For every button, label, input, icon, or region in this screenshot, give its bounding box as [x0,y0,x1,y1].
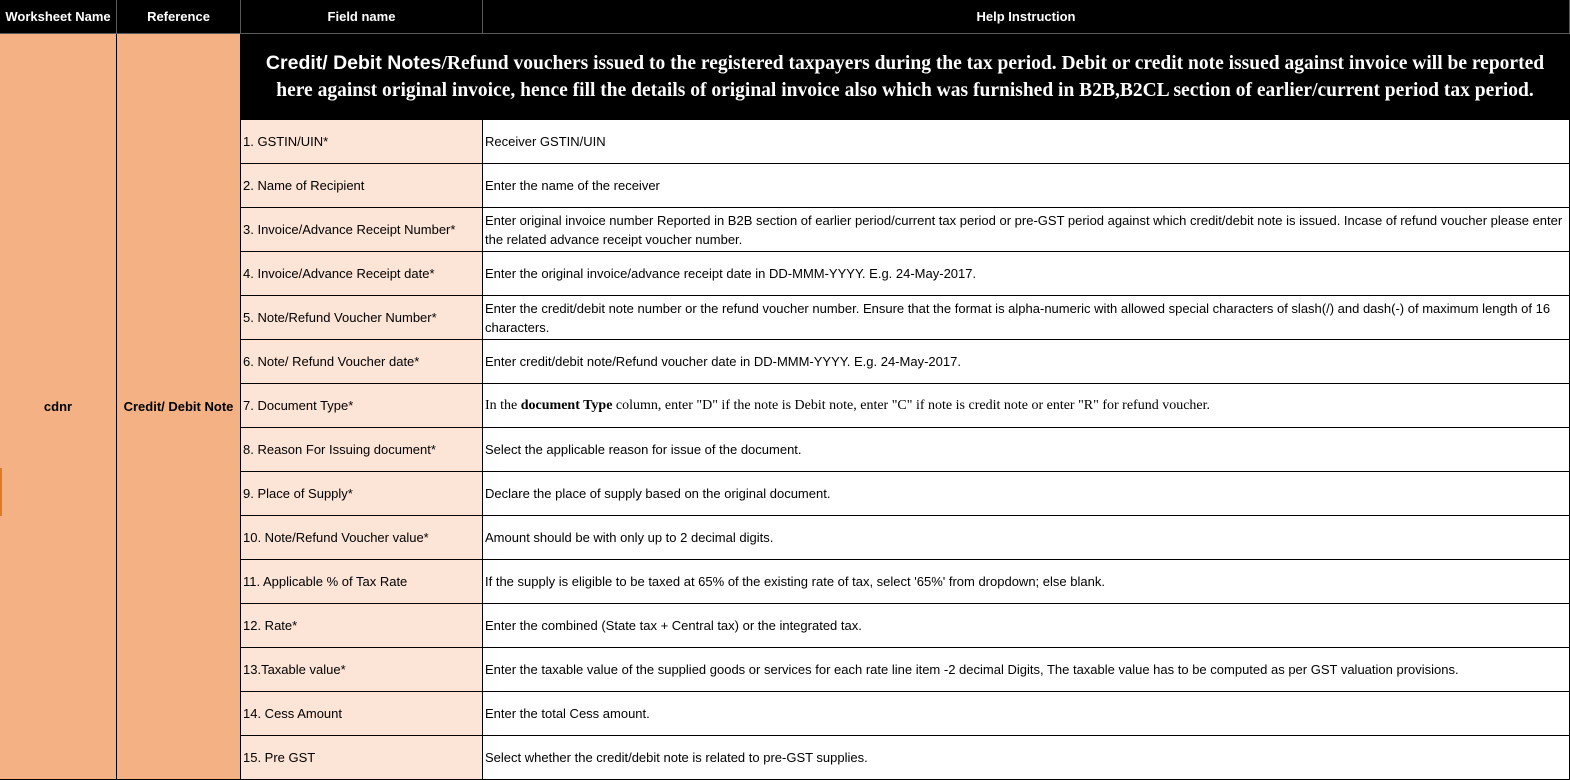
header-worksheet-name[interactable]: Worksheet Name [0,0,117,34]
help-cell[interactable]: Enter the credit/debit note number or the refund voucher number. Ensure that the format is alpha-numeric with allowed special characters of slash(/) and dash(-) of maximum length of 16 characters. [483,296,1570,340]
help-cell[interactable]: Enter credit/debit note/Refund voucher date in DD-MMM-YYYY. E.g. 24-May-2017. [483,340,1570,384]
help-cell[interactable]: Declare the place of supply based on the original document. [483,472,1570,516]
field-cell[interactable]: 2. Name of Recipient [241,164,483,208]
help-cell[interactable]: Enter the name of the receiver [483,164,1570,208]
field-cell[interactable]: 6. Note/ Refund Voucher date* [241,340,483,384]
field-cell[interactable]: 1. GSTIN/UIN* [241,120,483,164]
help-cell[interactable]: Select the applicable reason for issue of the document. [483,428,1570,472]
field-cell[interactable]: 13.Taxable value* [241,648,483,692]
reference-cell[interactable]: Credit/ Debit Note [117,34,241,780]
help-cell[interactable]: Select whether the credit/debit note is related to pre-GST supplies. [483,736,1570,780]
help-text-pre: In the [485,398,521,413]
field-cell[interactable]: 9. Place of Supply* [241,472,483,516]
help-text-bold: document Type [520,398,613,413]
banner-lead-text: Credit/ Debit Notes [265,51,442,74]
field-cell[interactable]: 7. Document Type* [241,384,483,428]
field-cell[interactable]: 15. Pre GST [241,736,483,780]
field-cell[interactable]: 3. Invoice/Advance Receipt Number* [241,208,483,252]
help-cell[interactable]: Enter the taxable value of the supplied goods or services for each rate line item -2 decimal Digits, The taxable value has to be computed as per GST valuation provisions. [483,648,1570,692]
help-cell[interactable]: Enter the original invoice/advance receipt date in DD-MMM-YYYY. E.g. 24-May-2017. [483,252,1570,296]
help-cell[interactable]: Enter the combined (State tax + Central tax) or the integrated tax. [483,604,1570,648]
field-cell[interactable]: 8. Reason For Issuing document* [241,428,483,472]
banner-rest-text: /Refund vouchers issued to the registered taxpayers during the tax period. Debit or credit note issued against invoice will be reported here against original invoice, hence fill the details of original invoice also which was furnished in B2B,B2CL section of earlier/current period tax period. [276,52,1545,101]
header-help-instruction[interactable]: Help Instruction [483,0,1570,34]
help-cell[interactable]: Enter original invoice number Reported in B2B section of earlier period/current tax period or pre-GST period against which credit/debit note is issued. Incase of refund voucher please enter the related advance receipt voucher number. [483,208,1570,252]
help-cell[interactable]: Enter the total Cess amount. [483,692,1570,736]
header-field-name[interactable]: Field name [241,0,483,34]
field-cell[interactable]: 11. Applicable % of Tax Rate [241,560,483,604]
help-text-post: column, enter "D" if the note is Debit note, enter "C" if note is credit note or enter "R" for refund voucher. [612,398,1211,413]
worksheet-name-cell[interactable]: cdnr [0,34,117,780]
field-cell[interactable]: 12. Rate* [241,604,483,648]
section-description-banner[interactable] [241,34,1570,120]
help-cell[interactable]: Receiver GSTIN/UIN [483,120,1570,164]
field-cell[interactable]: 14. Cess Amount [241,692,483,736]
row-selection-marker [0,468,2,516]
field-cell[interactable]: 5. Note/Refund Voucher Number* [241,296,483,340]
field-cell[interactable]: 10. Note/Refund Voucher value* [241,516,483,560]
help-cell[interactable]: If the supply is eligible to be taxed at 65% of the existing rate of tax, select '65%' from dropdown; else blank. [483,560,1570,604]
help-cell[interactable] [483,384,1570,428]
field-cell[interactable]: 4. Invoice/Advance Receipt date* [241,252,483,296]
help-cell[interactable]: Amount should be with only up to 2 decimal digits. [483,516,1570,560]
header-reference[interactable]: Reference [117,0,241,34]
